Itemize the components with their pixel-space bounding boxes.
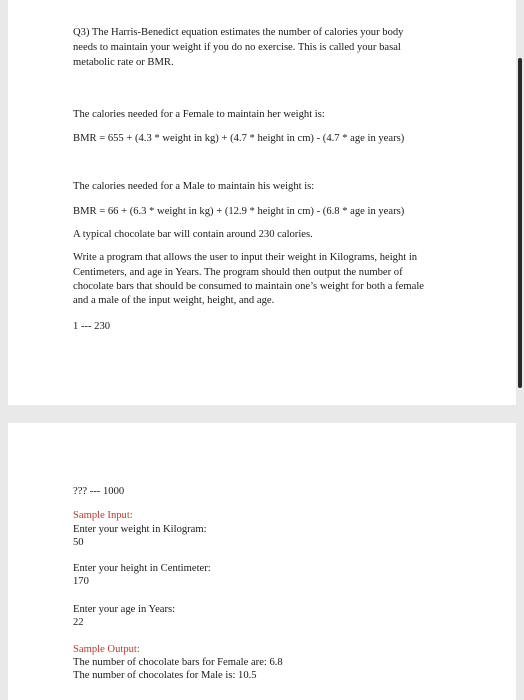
- weight-value: 50: [73, 537, 84, 548]
- document-page-2: [8, 423, 516, 700]
- intro-line-3: metabolic rate or BMR.: [73, 57, 174, 68]
- document-page-1: [8, 0, 516, 405]
- scrollbar[interactable]: [518, 58, 522, 388]
- height-prompt: Enter your height in Centimeter:: [73, 563, 211, 574]
- task-line-3: chocolate bars that should be consumed to maintain one’s weight for both a female: [73, 281, 424, 292]
- intro-line-1: Q3) The Harris-Benedict equation estimates the number of calories your body: [73, 27, 404, 38]
- height-value: 170: [73, 576, 89, 587]
- chocolate-calories-line: A typical chocolate bar will contain around 230 calories.: [73, 229, 313, 240]
- age-prompt: Enter your age in Years:: [73, 604, 176, 615]
- female-heading: The calories needed for a Female to maintain her weight is:: [73, 109, 325, 120]
- female-formula: BMR = 655 + (4.3 * weight in kg) + (4.7 * height in cm) - (4.7 * age in years): [73, 133, 405, 144]
- age-value: 22: [73, 617, 84, 628]
- male-formula: BMR = 66 + (6.3 * weight in kg) + (12.9 * height in cm) - (6.8 * age in years): [73, 206, 405, 217]
- sample-output-label: Sample Output:: [73, 644, 140, 655]
- ratio-line-2: ??? --- 1000: [73, 486, 125, 497]
- task-line-1: Write a program that allows the user to input their weight in Kilograms, height in: [73, 252, 418, 263]
- male-output: The number of chocolates for Male is: 10.5: [73, 670, 257, 681]
- task-line-4: and a male of the input weight, height, and age.: [73, 295, 275, 306]
- intro-line-2: needs to maintain your weight if you do no exercise. This is called your basal: [73, 42, 401, 53]
- female-output: The number of chocolate bars for Female are: 6.8: [73, 657, 283, 668]
- sample-input-label: Sample Input:: [73, 510, 133, 521]
- male-heading: The calories needed for a Male to maintain his weight is:: [73, 181, 315, 192]
- ratio-line-1: 1 --- 230: [73, 321, 111, 332]
- weight-prompt: Enter your weight in Kilogram:: [73, 524, 207, 535]
- task-line-2: Centimeters, and age in Years. The program should then output the number of: [73, 267, 403, 278]
